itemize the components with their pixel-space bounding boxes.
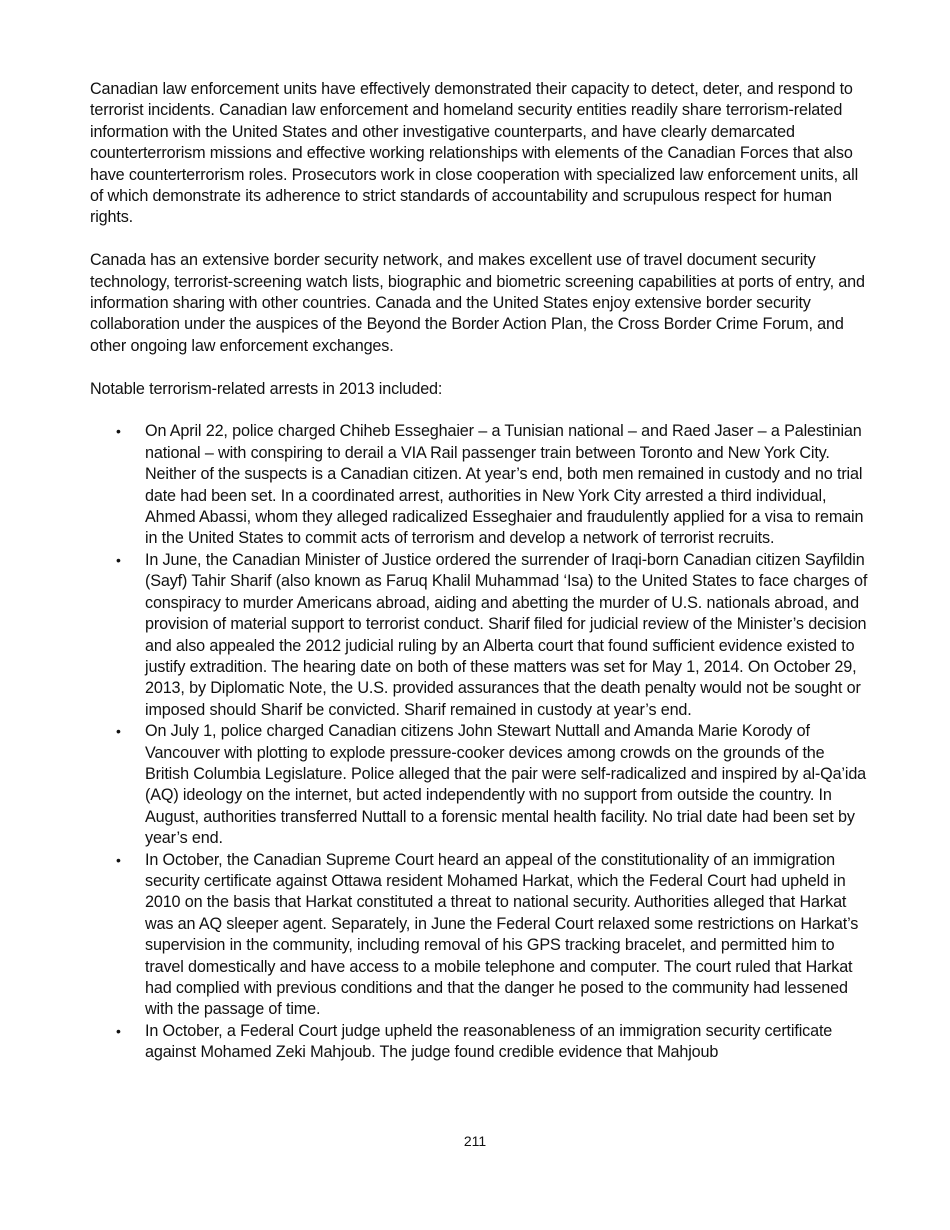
list-item-text: On July 1, police charged Canadian citizens John Stewart Nuttall and Amanda Marie Korody of Vancouver with plotting to explode pressure-cooker devices among crowds on the grounds of the British Columbia Legislature. Police alleged that the pair were self-radicalized and inspired by al-Qa’ida (AQ) ideology on the internet, but acted independently with no support from outside the country. In August, authorities transferred Nuttall to a forensic mental health facility. No trial date had been set by year’s end. [145,722,867,848]
list-item [90,1021,868,1064]
paragraph-law-enforcement: Canadian law enforcement units have effectively demonstrated their capacity to detect, deter, and respond to terrorist incidents. Canadian law enforcement and homeland security entities readily share terrorism-related information with the United States and other investigative counterparts, and have clearly demarcated counterterrorism missions and effective working relationships with elements of the Canadian Forces that also have counterterrorism roles. Prosecutors work in close cooperation with specialized law enforcement units, all of which demonstrate its adherence to strict standards of accountability and scrupulous respect for human rights. [90,80,859,227]
list-item [90,850,868,1021]
bullet-icon: • [116,1022,121,1039]
bullet-icon: • [116,423,121,440]
list-item-text: In October, the Canadian Supreme Court heard an appeal of the constitutionality of an immigration security certificate against Ottawa resident Mohamed Harkat, which the Federal Court had upheld in 2010 on the basis that Harkat constituted a threat to national security. Authorities alleged that Harkat was an AQ sleeper agent. Separately, in June the Federal Court relaxed some restrictions on Harkat’s supervision in the community, including removal of his GPS tracking bracelet, and permitted him to travel domestically and have access to a mobile telephone and computer. The court ruled that Harkat had complied with previous conditions and that the danger he posed to the community had lessened with the passage of time. [145,850,859,1019]
list-item-text: In October, a Federal Court judge upheld the reasonableness of an immigration security certificate against Mohamed Zeki Mahjoub. The judge found credible evidence that Mahjoub [145,1021,833,1062]
arrests-intro: Notable terrorism-related arrests in 2013 included: [90,379,443,398]
document-body [90,79,868,1064]
list-item [90,421,868,549]
paragraph-border-security: Canada has an extensive border security network, and makes excellent use of travel document security technology, terrorist-screening watch lists, biographic and biometric screening capabilities at ports of entry, and information sharing with other countries. Canada and the United States enjoy extensive border security collaboration under the auspices of the Beyond the Border Action Plan, the Cross Border Crime Forum, and other ongoing law enforcement exchanges. [90,251,865,355]
list-item [90,550,868,721]
arrests-list [90,421,868,1063]
list-item-text: In June, the Canadian Minister of Justice ordered the surrender of Iraqi-born Canadian citizen Sayfildin (Sayf) Tahir Sharif (also known as Faruq Khalil Muhammad ‘Isa) to the United States to face charges of conspiracy to murder Americans abroad, aiding and abetting the murder of U.S. nationals abroad, and provision of material support to terrorist conduct. Sharif filed for judicial review of the Minister’s decision and also appealed the 2012 judicial ruling by an Alberta court that found sufficient evidence existed to justify extradition. The hearing date on both of these matters was set for May 1, 2014. On October 29, 2013, by Diplomatic Note, the U.S. provided assurances that the death penalty would not be sought or imposed should Sharif be convicted. Sharif remained in custody at year’s end. [145,550,868,719]
bullet-icon: • [116,551,121,568]
bullet-icon: • [116,851,121,868]
bullet-icon: • [116,723,121,740]
page-number: 211 [463,1133,487,1149]
list-item-text: On April 22, police charged Chiheb Esseghaier – a Tunisian national – and Raed Jaser – a Palestinian national – with conspiring to derail a VIA Rail passenger train between Toronto and New York City. Neither of the suspects is a Canadian citizen. At year’s end, both men remained in custody and no trial date had been set. In a coordinated arrest, authorities in New York City arrested a third individual, Ahmed Abassi, whom they alleged radicalized Esseghaier and fraudulently applied for a visa to remain in the United States to commit acts of terrorism and develop a network of terrorist recruits. [145,422,864,548]
list-item [90,721,868,849]
